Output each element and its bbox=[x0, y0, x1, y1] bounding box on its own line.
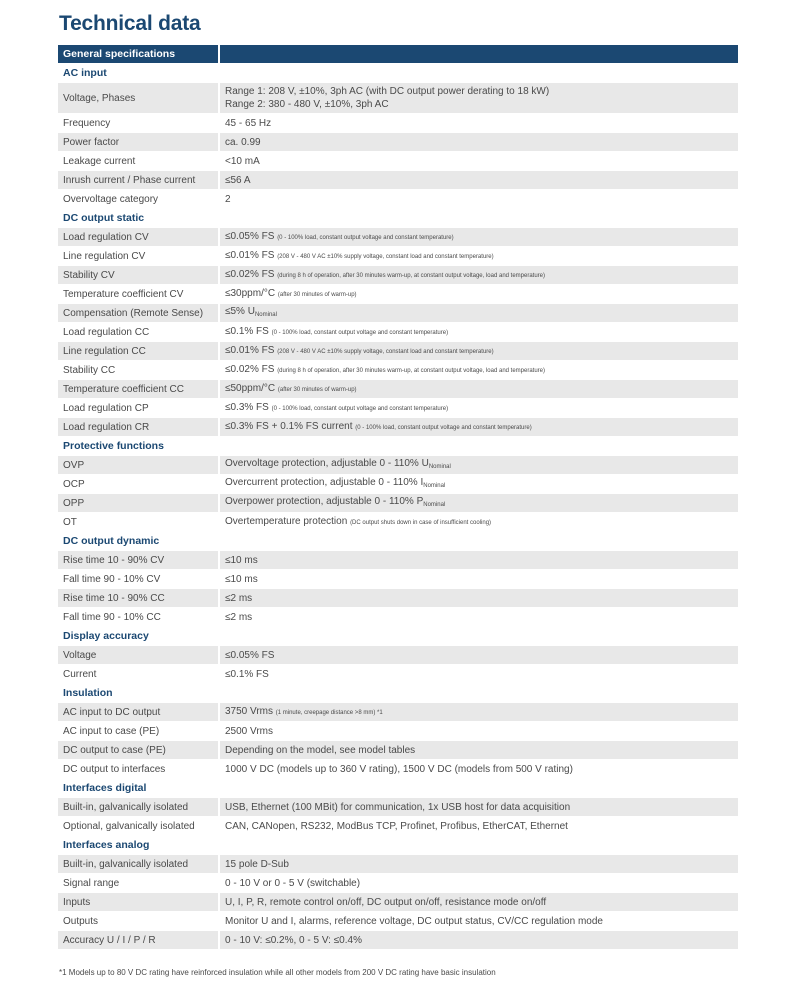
row-value bbox=[220, 665, 738, 683]
row-label: DC output to case (PE) bbox=[58, 741, 220, 759]
row-label: Voltage bbox=[58, 646, 220, 664]
row-label: Outputs bbox=[58, 912, 220, 930]
value-text: ≤2 ms bbox=[225, 592, 253, 604]
spec-row bbox=[58, 722, 738, 741]
section-heading bbox=[58, 627, 738, 646]
spec-row bbox=[58, 380, 738, 399]
row-label: Signal range bbox=[58, 874, 220, 892]
value-line-wrap bbox=[225, 420, 738, 435]
row-value bbox=[220, 589, 738, 607]
value-text: Overtemperature protection bbox=[225, 515, 348, 527]
row-value bbox=[220, 627, 738, 645]
spec-row bbox=[58, 361, 738, 380]
value-line-wrap bbox=[225, 763, 738, 776]
row-label: Temperature coefficient CC bbox=[58, 380, 220, 398]
spec-row bbox=[58, 456, 738, 475]
row-label: Line regulation CV bbox=[58, 247, 220, 265]
row-value bbox=[220, 741, 738, 759]
row-value bbox=[220, 342, 738, 360]
spec-row bbox=[58, 741, 738, 760]
value-text: 45 - 65 Hz bbox=[225, 117, 272, 129]
header-value bbox=[220, 45, 738, 63]
value-line-wrap bbox=[225, 174, 738, 187]
value-line-wrap bbox=[225, 230, 738, 245]
spec-row bbox=[58, 570, 738, 589]
spec-row bbox=[58, 83, 738, 114]
row-value bbox=[220, 133, 738, 151]
spec-row bbox=[58, 513, 738, 532]
spec-row bbox=[58, 323, 738, 342]
spec-row bbox=[58, 931, 738, 950]
row-value bbox=[220, 228, 738, 246]
value-line-wrap bbox=[225, 155, 738, 168]
value-text: ≤10 ms bbox=[225, 554, 258, 566]
header-label: General specifications bbox=[58, 45, 220, 63]
row-label: DC output dynamic bbox=[58, 532, 220, 550]
spec-row bbox=[58, 342, 738, 361]
spec-row bbox=[58, 228, 738, 247]
row-value bbox=[220, 114, 738, 132]
value-text: USB, Ethernet (100 MBit) for communication, 1x USB host for data acquisition bbox=[225, 801, 571, 813]
value-line-wrap bbox=[225, 476, 738, 493]
row-label: Interfaces analog bbox=[58, 836, 220, 854]
value-note: (during 8 h of operation, after 30 minutes warm-up, at constant output voltage, load and temperature) bbox=[277, 367, 546, 374]
row-label: Built-in, galvanically isolated bbox=[58, 855, 220, 873]
spec-row bbox=[58, 646, 738, 665]
row-value bbox=[220, 551, 738, 569]
row-label: DC output static bbox=[58, 209, 220, 227]
value-line-wrap bbox=[225, 915, 738, 928]
section-heading bbox=[58, 209, 738, 228]
row-value bbox=[220, 418, 738, 436]
spec-table bbox=[58, 45, 738, 950]
row-label: Frequency bbox=[58, 114, 220, 132]
row-value bbox=[220, 513, 738, 531]
spec-row bbox=[58, 171, 738, 190]
spec-row bbox=[58, 475, 738, 494]
row-label: Inputs bbox=[58, 893, 220, 911]
row-value bbox=[220, 399, 738, 417]
value-line-wrap bbox=[225, 801, 738, 814]
row-value bbox=[220, 64, 738, 82]
value-line-wrap bbox=[225, 305, 738, 322]
value-note: (0 - 100% load, constant output voltage and constant temperature) bbox=[355, 424, 532, 431]
row-value bbox=[220, 209, 738, 227]
row-label: Compensation (Remote Sense) bbox=[58, 304, 220, 322]
row-value bbox=[220, 570, 738, 588]
row-value bbox=[220, 931, 738, 949]
value-text: ≤30ppm/°C bbox=[225, 287, 276, 299]
row-label: OCP bbox=[58, 475, 220, 493]
value-line-wrap bbox=[225, 325, 738, 340]
value-line-wrap bbox=[225, 344, 738, 359]
spec-row bbox=[58, 703, 738, 722]
row-label: Interfaces digital bbox=[58, 779, 220, 797]
spec-row bbox=[58, 760, 738, 779]
spec-row bbox=[58, 114, 738, 133]
value-line-wrap bbox=[225, 457, 738, 474]
value-note: (208 V - 480 V AC ±10% supply voltage, constant load and constant temperature) bbox=[277, 348, 494, 355]
value-note: (DC output shuts down in case of insufficient cooling) bbox=[350, 519, 492, 526]
row-label: Load regulation CP bbox=[58, 399, 220, 417]
value-subscript: Nominal bbox=[423, 501, 446, 508]
row-label: Power factor bbox=[58, 133, 220, 151]
row-value bbox=[220, 456, 738, 474]
value-text: ≤50ppm/°C bbox=[225, 382, 276, 394]
row-value bbox=[220, 361, 738, 379]
row-label: Optional, galvanically isolated bbox=[58, 817, 220, 835]
value-text: ≤0.1% FS bbox=[225, 325, 269, 337]
value-note: (after 30 minutes of warm-up) bbox=[277, 291, 357, 298]
value-line-wrap bbox=[225, 287, 738, 302]
value-text: ≤0.01% FS bbox=[225, 344, 275, 356]
value-text: 0 - 10 V: ≤0.2%, 0 - 5 V: ≤0.4% bbox=[225, 934, 362, 946]
row-label: Accuracy U / I / P / R bbox=[58, 931, 220, 949]
row-value bbox=[220, 475, 738, 493]
value-text: Overcurrent protection, adjustable 0 - 110% I bbox=[225, 476, 424, 488]
spec-row bbox=[58, 418, 738, 437]
value-line-wrap bbox=[225, 193, 738, 206]
row-label: Stability CC bbox=[58, 361, 220, 379]
section-heading bbox=[58, 437, 738, 456]
value-subscript: Nominal bbox=[423, 482, 446, 489]
row-value bbox=[220, 190, 738, 208]
value-line-wrap bbox=[225, 611, 738, 624]
spec-row bbox=[58, 247, 738, 266]
value-line-wrap bbox=[225, 363, 738, 378]
row-value bbox=[220, 304, 738, 322]
row-label: Display accuracy bbox=[58, 627, 220, 645]
spec-row bbox=[58, 817, 738, 836]
value-text: <10 mA bbox=[225, 155, 260, 167]
value-text: U, I, P, R, remote control on/off, DC output on/off, resistance mode on/off bbox=[225, 896, 547, 908]
value-line-wrap bbox=[225, 592, 738, 605]
value-line-wrap bbox=[225, 495, 738, 512]
row-value bbox=[220, 171, 738, 189]
footnote: *1 Models up to 80 V DC rating have reinforced insulation while all other models from 200 V DC rating have basic insulation bbox=[59, 968, 496, 977]
value-text: Monitor U and I, alarms, reference voltage, DC output status, CV/CC regulation mode bbox=[225, 915, 603, 927]
spec-row bbox=[58, 874, 738, 893]
value-line-wrap bbox=[225, 401, 738, 416]
value-line-wrap bbox=[225, 268, 738, 283]
row-label: AC input to DC output bbox=[58, 703, 220, 721]
value-text: ≤0.05% FS bbox=[225, 649, 275, 661]
row-label: Insulation bbox=[58, 684, 220, 702]
value-note: (0 - 100% load, constant output voltage and constant temperature) bbox=[271, 405, 449, 412]
row-value bbox=[220, 855, 738, 873]
value-text: 3750 Vrms bbox=[225, 705, 273, 717]
row-value bbox=[220, 608, 738, 626]
value-text: ≤5% U bbox=[225, 305, 255, 317]
row-label: Temperature coefficient CV bbox=[58, 285, 220, 303]
section-heading bbox=[58, 779, 738, 798]
row-label: Leakage current bbox=[58, 152, 220, 170]
spec-row bbox=[58, 855, 738, 874]
row-label: Load regulation CV bbox=[58, 228, 220, 246]
value-text: Overvoltage protection, adjustable 0 - 110% U bbox=[225, 457, 429, 469]
value-text: ca. 0.99 bbox=[225, 136, 261, 148]
table-header bbox=[58, 45, 738, 64]
row-value bbox=[220, 532, 738, 550]
spec-row bbox=[58, 152, 738, 171]
value-text: ≤0.3% FS bbox=[225, 401, 269, 413]
value-note: (1 minute, creepage distance >8 mm) *1 bbox=[275, 709, 383, 716]
row-label: Fall time 90 - 10% CV bbox=[58, 570, 220, 588]
row-label: OT bbox=[58, 513, 220, 531]
value-line-wrap bbox=[225, 668, 738, 681]
value-line-wrap bbox=[225, 725, 738, 738]
row-label: AC input to case (PE) bbox=[58, 722, 220, 740]
page-title: Technical data bbox=[59, 12, 201, 35]
value-line: Range 2: 380 - 480 V, ±10%, 3ph AC bbox=[225, 99, 389, 110]
value-note: (0 - 100% load, constant output voltage and constant temperature) bbox=[277, 234, 454, 241]
row-value bbox=[220, 152, 738, 170]
value-note: (after 30 minutes of warm-up) bbox=[277, 386, 357, 393]
value-text: ≤0.05% FS bbox=[225, 230, 275, 242]
spec-row bbox=[58, 285, 738, 304]
row-value bbox=[220, 437, 738, 455]
value-text: 15 pole D-Sub bbox=[225, 858, 289, 870]
spec-row bbox=[58, 608, 738, 627]
row-label: Voltage, Phases bbox=[58, 83, 220, 113]
row-label: Built-in, galvanically isolated bbox=[58, 798, 220, 816]
value-line-wrap bbox=[225, 877, 738, 890]
row-value bbox=[220, 722, 738, 740]
spec-row bbox=[58, 912, 738, 931]
section-heading bbox=[58, 64, 738, 83]
value-line-wrap bbox=[225, 554, 738, 567]
row-label: Inrush current / Phase current bbox=[58, 171, 220, 189]
value-text: ≤0.1% FS bbox=[225, 668, 269, 680]
row-label: Current bbox=[58, 665, 220, 683]
row-value bbox=[220, 380, 738, 398]
row-label: Rise time 10 - 90% CC bbox=[58, 589, 220, 607]
spec-row bbox=[58, 893, 738, 912]
row-value bbox=[220, 779, 738, 797]
value-note: (during 8 h of operation, after 30 minutes warm-up, at constant output voltage, load and temperature) bbox=[277, 272, 546, 279]
row-value bbox=[220, 83, 738, 113]
spec-row bbox=[58, 551, 738, 570]
value-subscript: Nominal bbox=[428, 463, 451, 470]
value-line-wrap bbox=[225, 858, 738, 871]
section-heading bbox=[58, 532, 738, 551]
value-text: 0 - 10 V or 0 - 5 V (switchable) bbox=[225, 877, 361, 889]
value-line-wrap bbox=[225, 649, 738, 662]
spec-row bbox=[58, 494, 738, 513]
value-note: (0 - 100% load, constant output voltage and constant temperature) bbox=[271, 329, 449, 336]
value-line-wrap bbox=[225, 117, 738, 130]
row-label: AC input bbox=[58, 64, 220, 82]
value-line: Range 1: 208 V, ±10%, 3ph AC (with DC output power derating to 18 kW) bbox=[225, 86, 550, 97]
row-value bbox=[220, 266, 738, 284]
spec-row bbox=[58, 399, 738, 418]
row-label: Protective functions bbox=[58, 437, 220, 455]
spec-row bbox=[58, 190, 738, 209]
row-value bbox=[220, 703, 738, 721]
value-line-wrap bbox=[225, 249, 738, 264]
spec-row bbox=[58, 266, 738, 285]
row-value bbox=[220, 323, 738, 341]
value-line-wrap bbox=[225, 705, 738, 720]
row-label: OVP bbox=[58, 456, 220, 474]
row-value bbox=[220, 247, 738, 265]
spec-row bbox=[58, 665, 738, 684]
value-text: Overpower protection, adjustable 0 - 110% P bbox=[225, 495, 424, 507]
row-value bbox=[220, 285, 738, 303]
row-value bbox=[220, 874, 738, 892]
value-text: ≤0.3% FS + 0.1% FS current bbox=[225, 420, 353, 432]
value-text: ≤0.02% FS bbox=[225, 363, 275, 375]
row-value bbox=[220, 646, 738, 664]
value-note: (208 V - 480 V AC ±10% supply voltage, constant load and constant temperature) bbox=[277, 253, 494, 260]
row-value bbox=[220, 836, 738, 854]
row-value bbox=[220, 684, 738, 702]
row-value bbox=[220, 798, 738, 816]
row-label: Line regulation CC bbox=[58, 342, 220, 360]
spec-row bbox=[58, 304, 738, 323]
row-label: Stability CV bbox=[58, 266, 220, 284]
value-text: ≤2 ms bbox=[225, 611, 253, 623]
value-text: 2500 Vrms bbox=[225, 725, 273, 737]
row-label: Load regulation CC bbox=[58, 323, 220, 341]
row-label: DC output to interfaces bbox=[58, 760, 220, 778]
value-text: 1000 V DC (models up to 360 V rating), 1500 V DC (models from 500 V rating) bbox=[225, 763, 573, 775]
value-line-wrap bbox=[225, 896, 738, 909]
value-text: 2 bbox=[225, 193, 231, 205]
row-label: Rise time 10 - 90% CV bbox=[58, 551, 220, 569]
value-line-wrap bbox=[225, 573, 738, 586]
row-label: OPP bbox=[58, 494, 220, 512]
value-line-wrap bbox=[225, 820, 738, 833]
row-value bbox=[220, 912, 738, 930]
row-label: Overvoltage category bbox=[58, 190, 220, 208]
value-line-wrap bbox=[225, 744, 738, 757]
row-value bbox=[220, 760, 738, 778]
row-label: Fall time 90 - 10% CC bbox=[58, 608, 220, 626]
value-subscript: Nominal bbox=[254, 311, 277, 318]
spec-row bbox=[58, 798, 738, 817]
spec-row bbox=[58, 589, 738, 608]
row-value bbox=[220, 893, 738, 911]
value-line-wrap bbox=[225, 934, 738, 947]
value-text: Depending on the model, see model tables bbox=[225, 744, 416, 756]
row-value bbox=[220, 494, 738, 512]
value-line-wrap bbox=[225, 382, 738, 397]
value-text: ≤0.01% FS bbox=[225, 249, 275, 261]
value-line-wrap bbox=[225, 136, 738, 149]
value-text: ≤10 ms bbox=[225, 573, 258, 585]
section-heading bbox=[58, 836, 738, 855]
value-text: CAN, CANopen, RS232, ModBus TCP, Profinet, Profibus, EtherCAT, Ethernet bbox=[225, 820, 568, 832]
value-text: ≤56 A bbox=[225, 174, 251, 186]
spec-row bbox=[58, 133, 738, 152]
row-value bbox=[220, 817, 738, 835]
row-label: Load regulation CR bbox=[58, 418, 220, 436]
section-heading bbox=[58, 684, 738, 703]
value-text: ≤0.02% FS bbox=[225, 268, 275, 280]
value-line-wrap bbox=[225, 515, 738, 530]
